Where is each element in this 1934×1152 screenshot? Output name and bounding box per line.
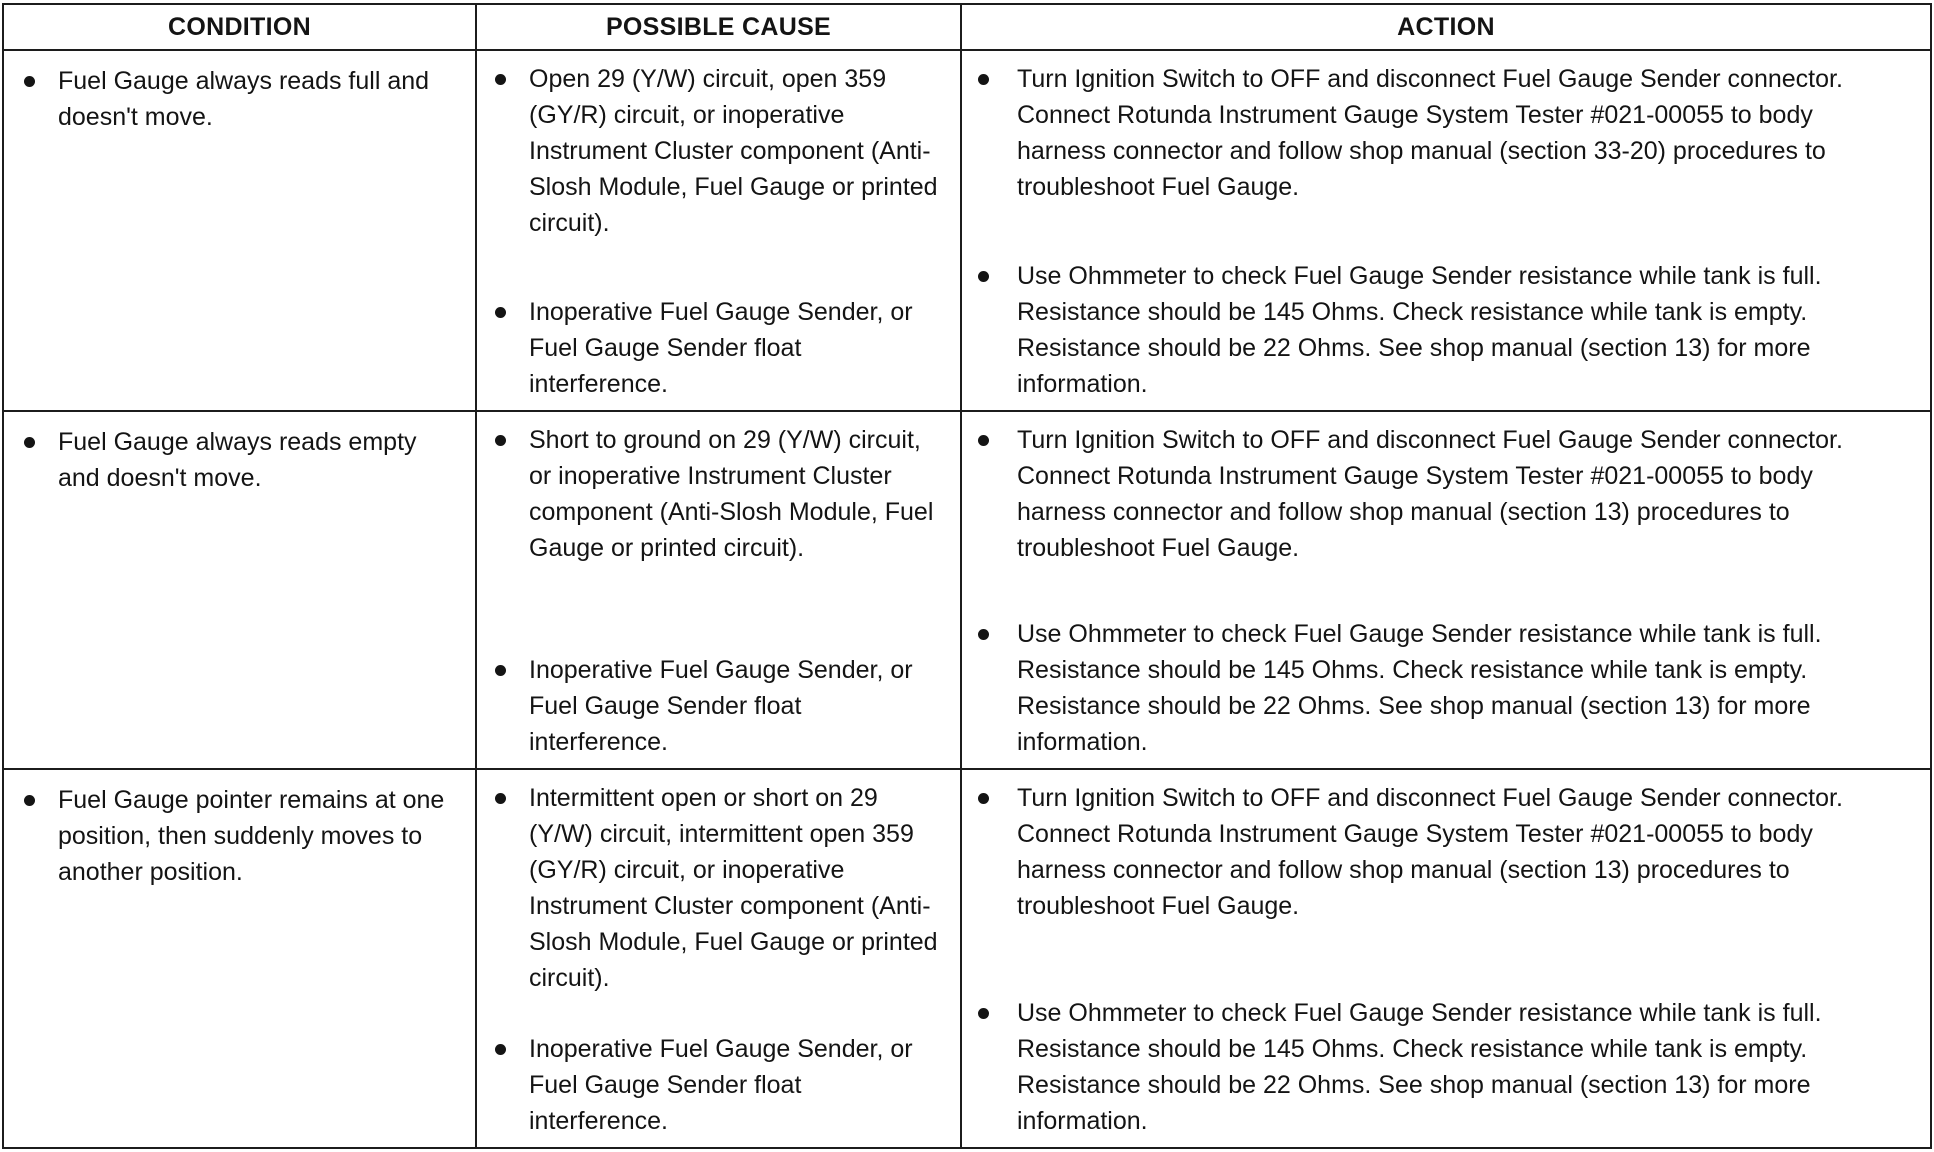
table-row (3, 769, 1931, 1148)
bullet-icon (978, 793, 989, 804)
cause-cell (476, 50, 961, 411)
table-row (3, 50, 1931, 411)
header-condition: CONDITION (3, 4, 476, 50)
bullet-icon (495, 665, 506, 676)
cause-item (477, 422, 960, 566)
bullet-icon (495, 307, 506, 318)
condition-cell (3, 411, 476, 769)
condition-item (4, 770, 475, 890)
action-cell (961, 411, 1931, 769)
cause-item (477, 294, 960, 402)
cause-cell (476, 411, 961, 769)
action-item (962, 616, 1930, 760)
condition-text: Fuel Gauge always reads full and doesn't move. (58, 67, 430, 131)
action-item (962, 61, 1930, 205)
action-item (962, 422, 1930, 566)
cause-cell (476, 769, 961, 1148)
action-item (962, 258, 1930, 402)
cause-item (477, 61, 960, 241)
bullet-icon (24, 76, 35, 87)
cause-item (477, 780, 960, 996)
condition-item (4, 412, 475, 496)
action-text: Turn Ignition Switch to OFF and disconnect Fuel Gauge Sender connector. Connect Rotunda Instrument Gauge System Tester #021-00055 to body harness connector and follow shop manual (section 13) procedures to troubleshoot Fuel Gauge. (1017, 784, 1843, 920)
condition-cell (3, 50, 476, 411)
bullet-icon (978, 271, 989, 282)
diagnosis-table (2, 3, 1932, 1149)
header-row (3, 4, 1931, 50)
condition-text: Fuel Gauge always reads empty and doesn't move. (58, 428, 417, 492)
action-text: Use Ohmmeter to check Fuel Gauge Sender resistance while tank is full. Resistance should be 145 Ohms. Check resistance while tank is empty. Resistance should be 22 Ohms. See shop manual (section 13) for more information. (1017, 620, 1822, 756)
bullet-icon (24, 437, 35, 448)
bullet-icon (495, 74, 506, 85)
cause-text: Inoperative Fuel Gauge Sender, or Fuel Gauge Sender float interference. (529, 1035, 913, 1135)
cause-text: Inoperative Fuel Gauge Sender, or Fuel Gauge Sender float interference. (529, 656, 913, 756)
action-text: Turn Ignition Switch to OFF and disconnect Fuel Gauge Sender connector. Connect Rotunda Instrument Gauge System Tester #021-00055 to body harness connector and follow shop manual (section 33-20) procedures to troubleshoot Fuel Gauge. (1017, 65, 1843, 201)
bullet-icon (495, 435, 506, 446)
bullet-icon (978, 1008, 989, 1019)
action-cell (961, 50, 1931, 411)
cause-item (477, 1031, 960, 1139)
condition-item (4, 51, 475, 135)
cause-item (477, 652, 960, 760)
action-item (962, 780, 1930, 924)
action-cell (961, 769, 1931, 1148)
action-text: Turn Ignition Switch to OFF and disconnect Fuel Gauge Sender connector. Connect Rotunda Instrument Gauge System Tester #021-00055 to body harness connector and follow shop manual (section 13) procedures to troubleshoot Fuel Gauge. (1017, 426, 1843, 562)
header-action: ACTION (961, 4, 1931, 50)
bullet-icon (495, 1044, 506, 1055)
cause-text: Intermittent open or short on 29 (Y/W) circuit, intermittent open 359 (GY/R) circuit, or inoperative Instrument Cluster component (Anti-Slosh Module, Fuel Gauge or printed circuit). (529, 784, 938, 992)
bullet-icon (978, 74, 989, 85)
bullet-icon (24, 795, 35, 806)
table-row (3, 411, 1931, 769)
condition-text: Fuel Gauge pointer remains at one position, then suddenly moves to another position. (58, 786, 445, 886)
bullet-icon (495, 793, 506, 804)
cause-text: Open 29 (Y/W) circuit, open 359 (GY/R) circuit, or inoperative Instrument Cluster component (Anti-Slosh Module, Fuel Gauge or printed circuit). (529, 65, 938, 237)
action-text: Use Ohmmeter to check Fuel Gauge Sender resistance while tank is full. Resistance should be 145 Ohms. Check resistance while tank is empty. Resistance should be 22 Ohms. See shop manual (section 13) for more information. (1017, 999, 1822, 1135)
action-text: Use Ohmmeter to check Fuel Gauge Sender resistance while tank is full. Resistance should be 145 Ohms. Check resistance while tank is empty. Resistance should be 22 Ohms. See shop manual (section 13) for more information. (1017, 262, 1822, 398)
header-possible-cause: POSSIBLE CAUSE (476, 4, 961, 50)
cause-text: Short to ground on 29 (Y/W) circuit, or inoperative Instrument Cluster component (Anti-Slosh Module, Fuel Gauge or printed circuit). (529, 426, 934, 562)
bullet-icon (978, 629, 989, 640)
condition-cell (3, 769, 476, 1148)
cause-text: Inoperative Fuel Gauge Sender, or Fuel Gauge Sender float interference. (529, 298, 913, 398)
action-item (962, 995, 1930, 1139)
bullet-icon (978, 435, 989, 446)
